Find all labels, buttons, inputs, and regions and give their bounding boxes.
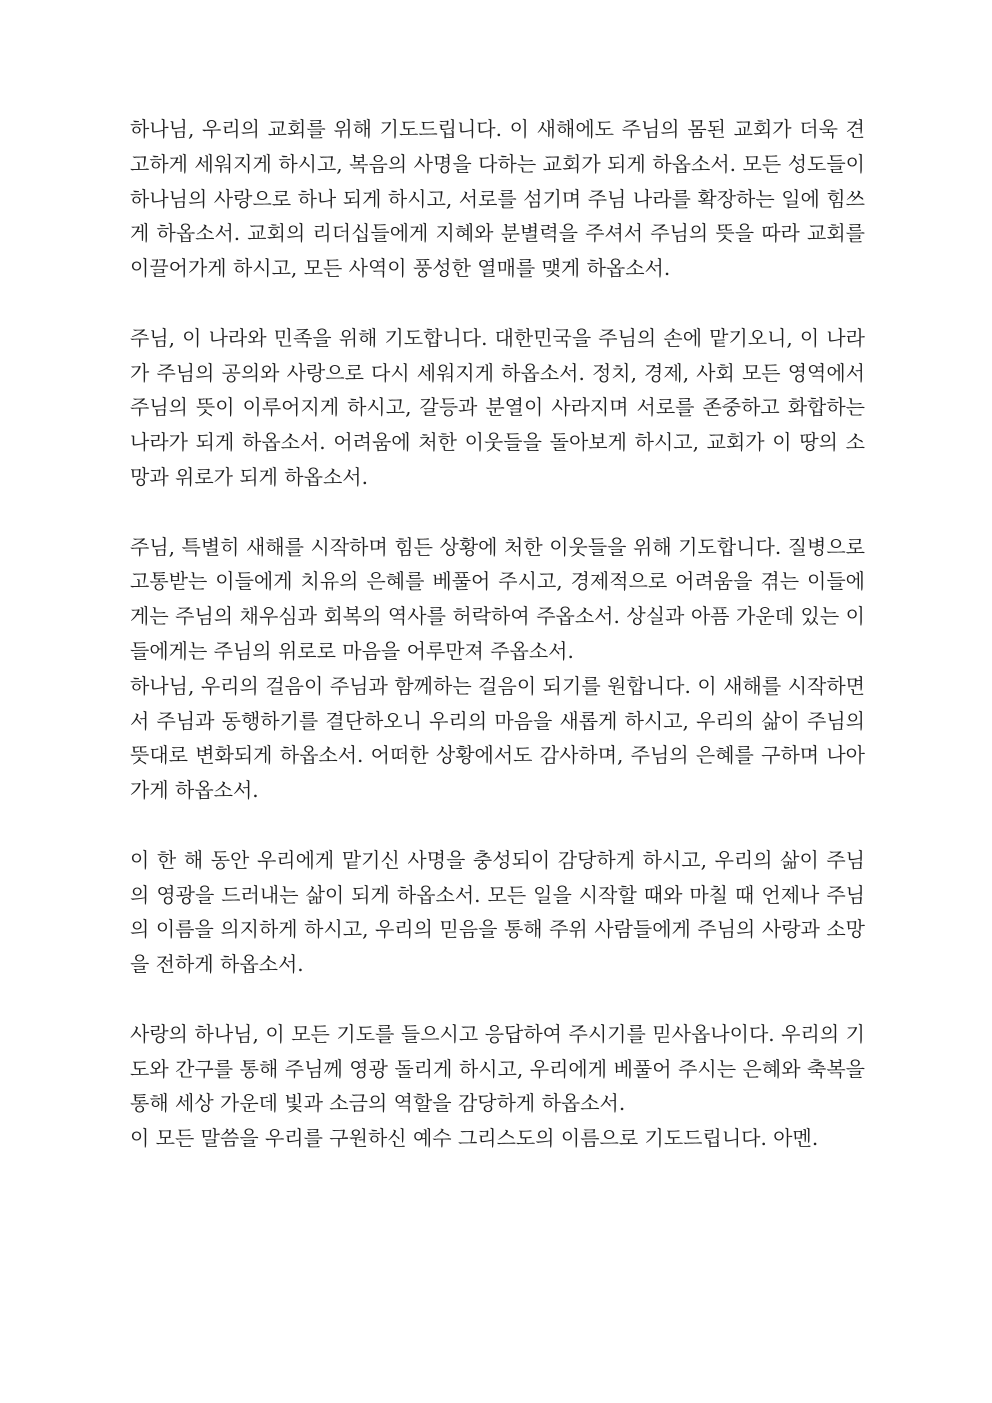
document-body [130, 112, 865, 1156]
paragraph-gap [130, 808, 865, 843]
paragraph-nation: 주님, 이 나라와 민족을 위해 기도합니다. 대한민국을 주님의 손에 맡기오니, 이 나라가 주님의 공의와 사랑으로 다시 세워지게 하옵소서. 정치, 경제, 사회 모든 영역에서 주님의 뜻이 이루어지게 하시고, 갈등과 분열이 사라지며 서로를 존중하고 화합하는 나라가 되게 하옵소서. 어려움에 처한 이웃들을 돌아보게 하시고, 교회가 이 땅의 소망과 위로가 되게 하옵소서. [130, 325, 865, 489]
paragraph-closing: 이 모든 말씀을 우리를 구원하신 예수 그리스도의 이름으로 기도드립니다. 아멘. [130, 1126, 819, 1151]
paragraph-gap [130, 495, 865, 530]
paragraph-gap [130, 982, 865, 1017]
paragraph-answer: 사랑의 하나님, 이 모든 기도를 들으시고 응답하여 주시기를 믿사옵나이다. 우리의 기도와 간구를 통해 주님께 영광 돌리게 하시고, 우리에게 베풀어 주시는 은혜와 축복을 통해 세상 가운데 빛과 소금의 역할을 감당하게 하옵소서. [130, 1021, 865, 1116]
paragraph-church: 하나님, 우리의 교회를 위해 기도드립니다. 이 새해에도 주님의 몸된 교회가 더욱 견고하게 세워지게 하시고, 복음의 사명을 다하는 교회가 되게 하옵소서. 모든 성도들이 하나님의 사랑으로 하나 되게 하시고, 서로를 섬기며 주님 나라를 확장하는 일에 힘쓰게 하옵소서. 교회의 리더십들에게 지혜와 분별력을 주셔서 주님의 뜻을 따라 교회를 이끌어가게 하시고, 모든 사역이 풍성한 열매를 맺게 하옵소서. [130, 117, 865, 281]
paragraph-neighbors: 주님, 특별히 새해를 시작하며 힘든 상황에 처한 이웃들을 위해 기도합니다. 질병으로 고통받는 이들에게 치유의 은혜를 베풀어 주시고, 경제적으로 어려움을 겪는 이들에게는 주님의 채우심과 회복의 역사를 허락하여 주옵소서. 상실과 아픔 가운데 있는 이들에게는 주님의 위로로 마음을 어루만져 주옵소서. [130, 534, 865, 663]
paragraph-walk: 하나님, 우리의 걸음이 주님과 함께하는 걸음이 되기를 원합니다. 이 새해를 시작하면서 주님과 동행하기를 결단하오니 우리의 마음을 새롭게 하시고, 우리의 삶이 주님의 뜻대로 변화되게 하옵소서. 어떠한 상황에서도 감사하며, 주님의 은혜를 구하며 나아가게 하옵소서. [130, 673, 865, 803]
paragraph-gap [130, 286, 865, 321]
paragraph-mission: 이 한 해 동안 우리에게 맡기신 사명을 충성되이 감당하게 하시고, 우리의 삶이 주님의 영광을 드러내는 삶이 되게 하옵소서. 모든 일을 시작할 때와 마칠 때 언제나 주님의 이름을 의지하게 하시고, 우리의 믿음을 통해 주위 사람들에게 주님의 사랑과 소망을 전하게 하옵소서. [130, 847, 865, 977]
